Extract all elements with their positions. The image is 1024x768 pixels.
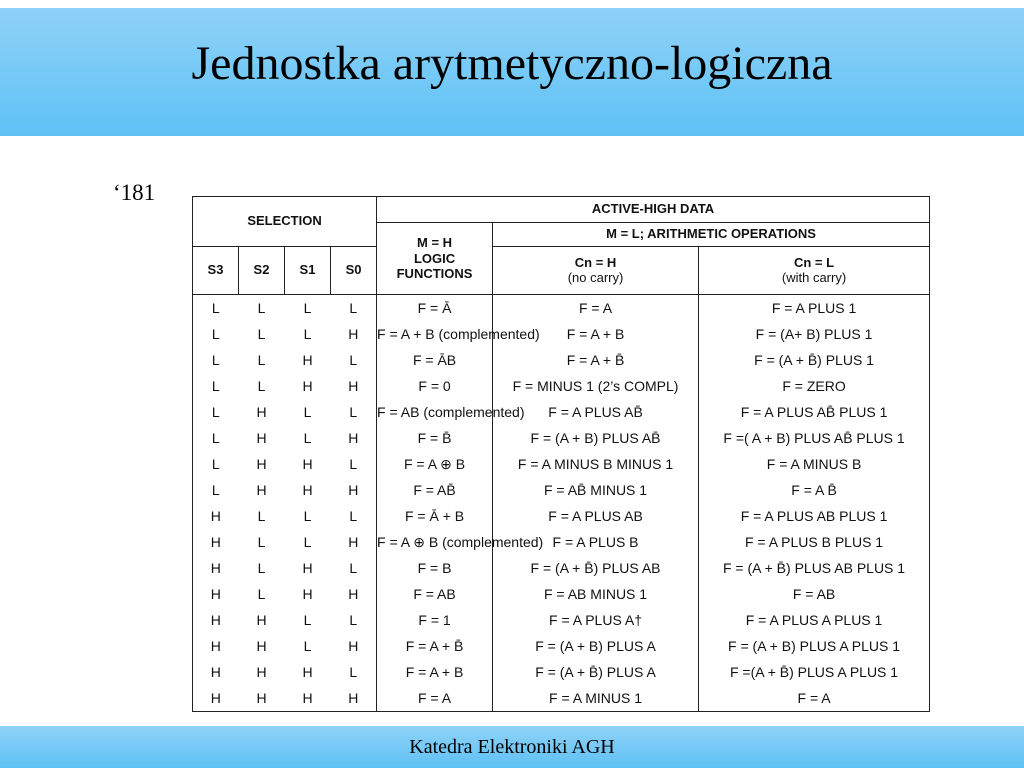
s3-cell: L xyxy=(193,425,239,451)
s0-cell: L xyxy=(349,664,358,680)
with-carry-cell: F = A MINUS B xyxy=(699,451,930,477)
s3-cell: H xyxy=(193,633,239,659)
with-carry-cell: F = A PLUS B PLUS 1 xyxy=(699,529,930,555)
selection-header: SELECTION xyxy=(193,197,377,247)
with-carry-cell: F = A PLUS 1 xyxy=(699,295,930,322)
logic-cell: F = B xyxy=(377,555,493,581)
s2-cell: L xyxy=(257,586,266,602)
table-row xyxy=(193,581,930,607)
table-row xyxy=(193,321,930,347)
s0-cell: L xyxy=(349,352,358,368)
cn-h-label: Cn = H xyxy=(574,254,617,270)
s0-cell: H xyxy=(331,685,377,712)
s2-cell: L xyxy=(257,508,266,524)
s2-cell: L xyxy=(257,326,266,342)
s2-cell: H xyxy=(256,612,267,628)
with-carry-cell: F = (A+ B) PLUS 1 xyxy=(699,321,930,347)
s1-cell: H xyxy=(302,352,313,368)
s3-cell: L xyxy=(193,373,239,399)
with-carry-cell: F = A PLUS A PLUS 1 xyxy=(699,607,930,633)
s1-header: S1 xyxy=(285,247,331,295)
no-carry-label: (no carry) xyxy=(567,269,624,285)
s0-cell: L xyxy=(349,404,358,420)
s3-cell: H xyxy=(193,555,239,581)
logic-cell: F = Ā + B xyxy=(377,503,493,529)
arithmetic-header: M = L; ARITHMETIC OPERATIONS xyxy=(493,223,930,247)
with-carry-cell: F = (A + B̄) PLUS 1 xyxy=(699,347,930,373)
logic-cell: F = A ⊕ B (complemented) xyxy=(377,529,493,555)
s3-cell: L xyxy=(193,477,239,503)
slide-title: Jednostka arytmetyczno-logiczna xyxy=(191,37,833,90)
s3-header: S3 xyxy=(193,247,239,295)
logic-cell: F = A xyxy=(377,685,493,712)
s1-cell: L xyxy=(303,300,312,316)
s0-cell: H xyxy=(348,430,359,446)
s3-cell: L xyxy=(193,295,239,322)
s2-cell: H xyxy=(256,404,267,420)
logic-cell: F = A + B xyxy=(377,659,493,685)
table-row xyxy=(193,607,930,633)
with-carry-cell: F = A PLUS AB̄ PLUS 1 xyxy=(699,399,930,425)
no-carry-cell: F = A PLUS AB̄ xyxy=(493,399,699,425)
s0-cell: H xyxy=(348,326,359,342)
with-carry-cell: F = ZERO xyxy=(699,373,930,399)
s3-cell: H xyxy=(193,503,239,529)
no-carry-cell: F = A MINUS B MINUS 1 xyxy=(493,451,699,477)
s3-cell: L xyxy=(193,399,239,425)
s1-cell: L xyxy=(303,404,312,420)
cn-l-label: Cn = L xyxy=(793,254,835,270)
logic-cell: F = AB̄ xyxy=(377,477,493,503)
s1-cell: L xyxy=(303,638,312,654)
footer-text: Katedra Elektroniki AGH xyxy=(409,736,615,758)
alu-function-table xyxy=(192,196,930,712)
no-carry-cell: F = A xyxy=(493,295,699,322)
s0-header: S0 xyxy=(331,247,377,295)
logic-cell: F = 1 xyxy=(377,607,493,633)
s2-cell: H xyxy=(239,685,285,712)
table-row xyxy=(193,633,930,659)
table-row xyxy=(193,347,930,373)
s1-cell: H xyxy=(302,378,313,394)
table-row xyxy=(193,477,930,503)
s1-cell: H xyxy=(302,456,313,472)
s2-cell: L xyxy=(257,352,266,368)
no-carry-cell: F = A PLUS AB xyxy=(493,503,699,529)
no-carry-header xyxy=(493,247,699,295)
s3-cell: H xyxy=(193,607,239,633)
s2-header: S2 xyxy=(239,247,285,295)
s0-cell: L xyxy=(349,456,358,472)
s1-cell: L xyxy=(303,430,312,446)
s0-cell: L xyxy=(349,560,358,576)
s3-cell: L xyxy=(193,347,239,373)
no-carry-cell: F = (A + B̄) PLUS AB xyxy=(493,555,699,581)
s2-cell: L xyxy=(257,300,266,316)
with-carry-cell: F = A B̄ xyxy=(699,477,930,503)
s3-cell: H xyxy=(193,659,239,685)
logic-cell: F = Ā xyxy=(377,295,493,322)
logic-cell: F = A + B̄ xyxy=(377,633,493,659)
no-carry-cell: F = (A + B) PLUS A xyxy=(493,633,699,659)
logic-functions-label: LOGIC FUNCTIONS xyxy=(396,250,473,282)
logic-cell: F = 0 xyxy=(377,373,493,399)
s1-cell: L xyxy=(303,534,312,550)
s1-cell: H xyxy=(285,685,331,712)
table-row xyxy=(193,529,930,555)
table-row xyxy=(193,451,930,477)
table-row xyxy=(193,685,930,712)
s0-cell: L xyxy=(349,300,358,316)
s2-cell: L xyxy=(257,560,266,576)
table-row xyxy=(193,373,930,399)
s3-cell: H xyxy=(193,581,239,607)
s0-cell: H xyxy=(348,534,359,550)
with-carry-cell: F = A xyxy=(699,685,930,712)
s2-cell: H xyxy=(256,638,267,654)
no-carry-cell: F = (A + B) PLUS AB̄ xyxy=(493,425,699,451)
s1-cell: L xyxy=(303,612,312,628)
s0-cell: H xyxy=(348,638,359,654)
s2-cell: H xyxy=(256,482,267,498)
with-carry-label: (with carry) xyxy=(781,269,847,285)
s2-cell: L xyxy=(257,378,266,394)
no-carry-cell: F = A + B xyxy=(493,321,699,347)
s3-cell: L xyxy=(193,451,239,477)
alu-table-body xyxy=(193,295,930,712)
m-h-label: M = H xyxy=(417,235,453,251)
s3-cell: H xyxy=(193,685,239,712)
s3-cell: L xyxy=(193,321,239,347)
no-carry-cell: F = MINUS 1 (2’s COMPL) xyxy=(493,373,699,399)
with-carry-cell: F = (A + B̄) PLUS AB PLUS 1 xyxy=(699,555,930,581)
table-row xyxy=(193,399,930,425)
s1-cell: H xyxy=(302,664,313,680)
with-carry-cell: F = AB xyxy=(699,581,930,607)
s2-cell: L xyxy=(257,534,266,550)
with-carry-cell: F =(A + B̄) PLUS A PLUS 1 xyxy=(699,659,930,685)
s2-cell: H xyxy=(256,456,267,472)
s1-cell: H xyxy=(302,560,313,576)
s0-cell: L xyxy=(349,508,358,524)
table-row xyxy=(193,425,930,451)
table-row xyxy=(193,503,930,529)
logic-cell: F = AB xyxy=(377,581,493,607)
with-carry-cell: F = A PLUS AB PLUS 1 xyxy=(699,503,930,529)
logic-functions-header xyxy=(377,223,493,295)
no-carry-cell: F = AB MINUS 1 xyxy=(493,581,699,607)
s0-cell: H xyxy=(348,482,359,498)
with-carry-cell: F =( A + B) PLUS AB̄ PLUS 1 xyxy=(699,425,930,451)
logic-cell: F = A ⊕ B xyxy=(377,451,493,477)
no-carry-cell: F = A PLUS A† xyxy=(493,607,699,633)
s3-cell: H xyxy=(193,529,239,555)
table-row xyxy=(193,659,930,685)
s0-cell: H xyxy=(348,378,359,394)
logic-cell: F = ĀB xyxy=(377,347,493,373)
s2-cell: H xyxy=(256,430,267,446)
with-carry-cell: F = (A + B) PLUS A PLUS 1 xyxy=(699,633,930,659)
s0-cell: L xyxy=(349,612,358,628)
s1-cell: L xyxy=(303,508,312,524)
no-carry-cell: F = A + B̄ xyxy=(493,347,699,373)
s1-cell: H xyxy=(302,586,313,602)
s2-cell: H xyxy=(256,664,267,680)
table-row xyxy=(193,295,930,322)
s1-cell: H xyxy=(302,482,313,498)
no-carry-cell: F = AB̄ MINUS 1 xyxy=(493,477,699,503)
no-carry-cell: F = A MINUS 1 xyxy=(493,685,699,712)
logic-cell: F = AB (complemented) xyxy=(377,399,493,425)
s0-cell: H xyxy=(348,586,359,602)
s1-cell: L xyxy=(303,326,312,342)
no-carry-cell: F = A PLUS B xyxy=(493,529,699,555)
table-row xyxy=(193,555,930,581)
with-carry-header xyxy=(699,247,930,295)
active-high-header: ACTIVE-HIGH DATA xyxy=(377,197,930,223)
no-carry-cell: F = (A + B̄) PLUS A xyxy=(493,659,699,685)
logic-cell: F = A + B (complemented) xyxy=(377,321,493,347)
chip-label: ‘181 xyxy=(113,180,156,205)
logic-cell: F = B̄ xyxy=(377,425,493,451)
